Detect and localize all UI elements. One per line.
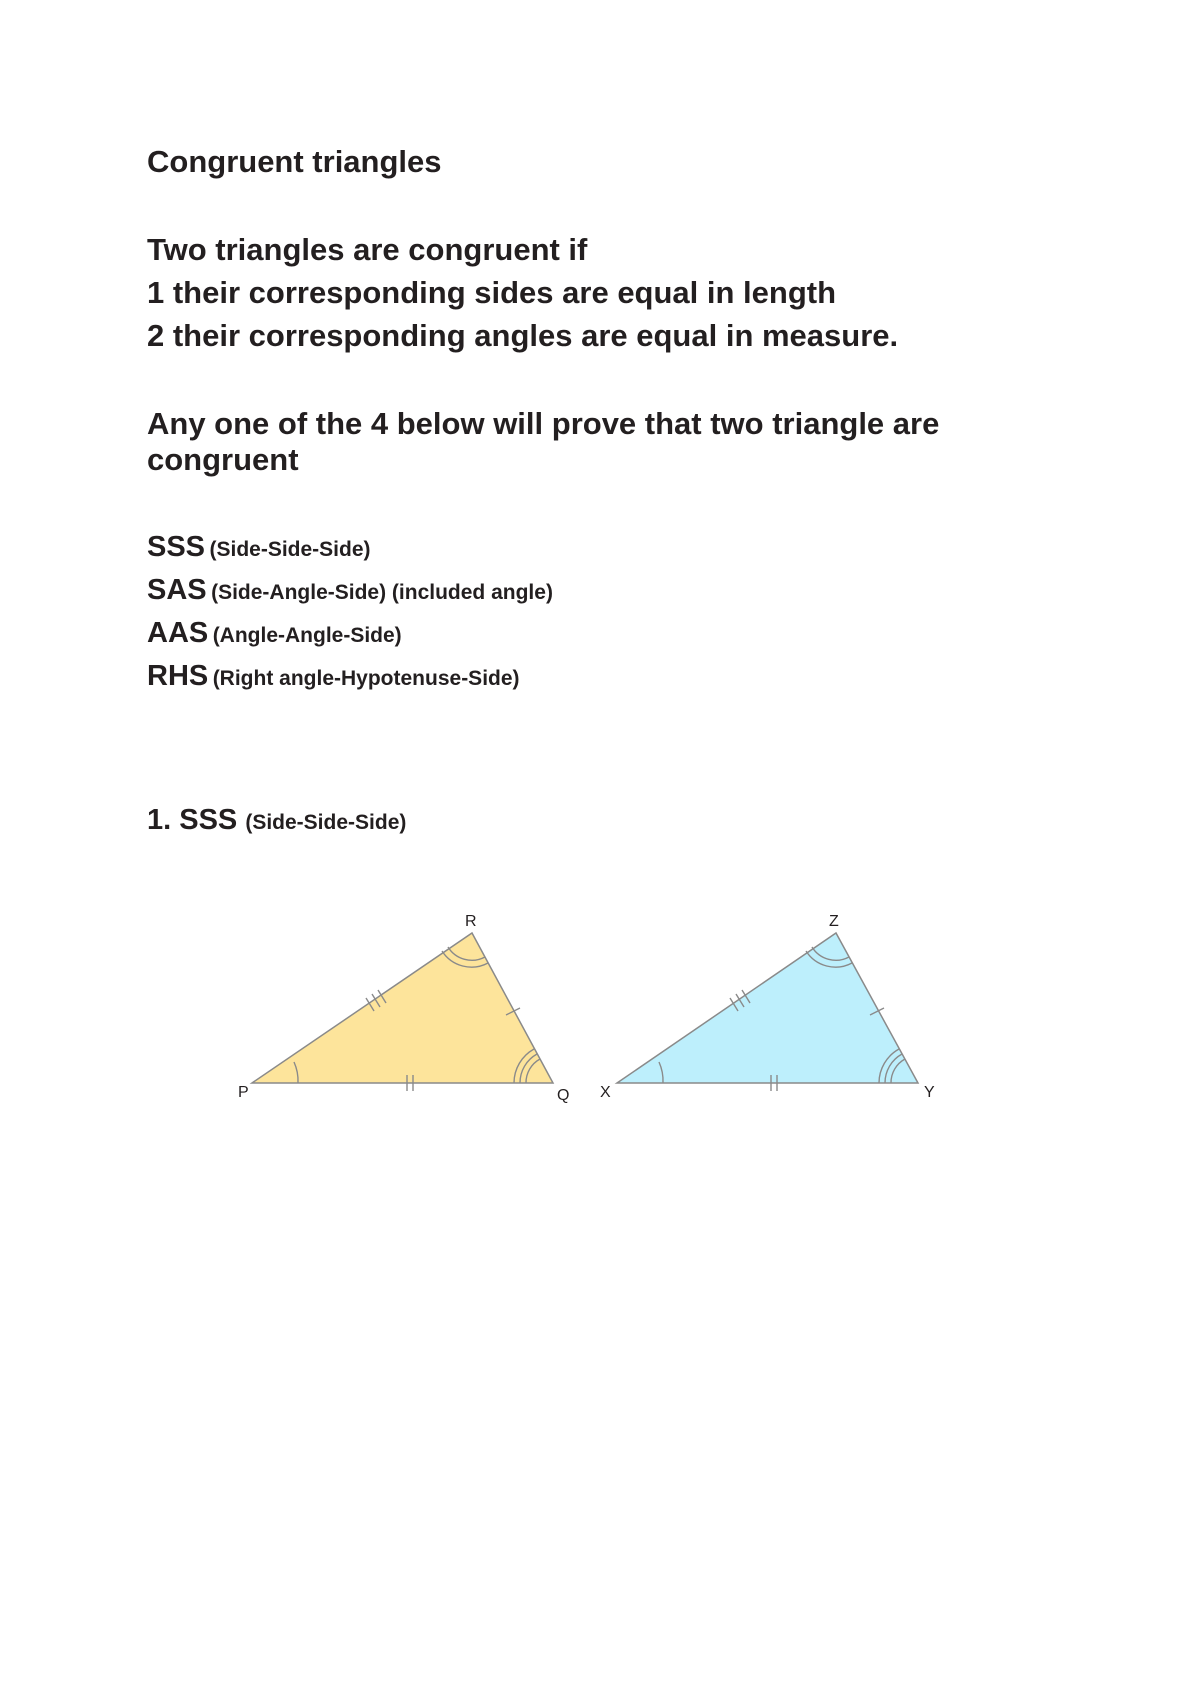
vertex-label-q: Q bbox=[557, 1087, 570, 1104]
rule-abbr: AAS bbox=[147, 617, 209, 649]
rule-abbr: RHS bbox=[147, 660, 209, 692]
rule-desc: (Side-Side-Side) bbox=[209, 538, 371, 561]
intro-line-1: Two triangles are congruent if bbox=[147, 232, 588, 267]
rule-desc: (Angle-Angle-Side) bbox=[212, 624, 402, 647]
triangle-pqr bbox=[238, 913, 569, 1104]
rule-abbr: SAS bbox=[147, 574, 207, 606]
page-title: Congruent triangles bbox=[147, 144, 442, 179]
section-abbr: SSS bbox=[179, 804, 238, 836]
section-number: 1. bbox=[147, 804, 172, 836]
any-one-line-2: congruent bbox=[147, 442, 299, 477]
any-one-line-1: Any one of the 4 below will prove that two triangle are bbox=[147, 406, 940, 441]
vertex-label-z: Z bbox=[829, 913, 839, 930]
intro-line-2: 1 their corresponding sides are equal in length bbox=[147, 275, 837, 310]
rule-desc: (Right angle-Hypotenuse-Side) bbox=[212, 667, 520, 690]
vertex-label-y: Y bbox=[924, 1084, 935, 1101]
triangle-xyz-shape bbox=[617, 933, 918, 1083]
triangle-pqr-shape bbox=[252, 933, 553, 1083]
vertex-label-p: P bbox=[238, 1084, 249, 1101]
rule-abbr: SSS bbox=[147, 531, 206, 563]
triangle-xyz bbox=[600, 913, 935, 1101]
section-desc: (Side-Side-Side) bbox=[245, 811, 407, 834]
vertex-label-r: R bbox=[465, 913, 477, 930]
vertex-label-x: X bbox=[600, 1084, 611, 1101]
rule-desc: (Side-Angle-Side) (included angle) bbox=[211, 581, 553, 604]
intro-line-3: 2 their corresponding angles are equal in measure. bbox=[147, 318, 899, 353]
